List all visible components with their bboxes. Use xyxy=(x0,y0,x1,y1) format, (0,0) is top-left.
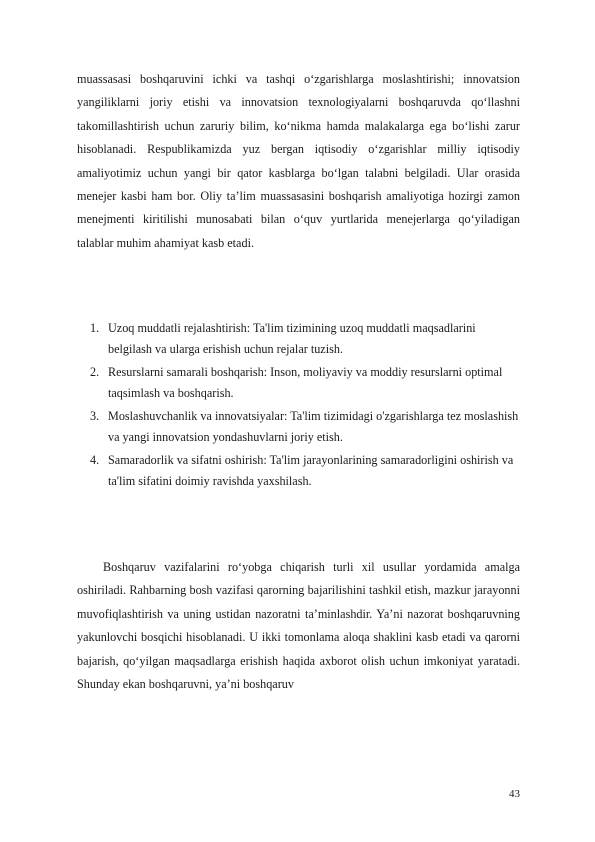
list-item xyxy=(90,406,520,448)
numbered-list xyxy=(90,318,520,494)
list-item-text: Samaradorlik va sifatni oshirish: Ta'lim jarayonlarining samaradorligini oshirish va ta'lim sifatini doimiy ravishda yaxshilash. xyxy=(108,453,514,488)
list-item xyxy=(90,318,520,360)
list-item-number: 1. xyxy=(90,321,100,335)
list-item-text: Resurslarni samarali boshqarish: Inson, moliyaviy va moddiy resurslarni optimal taqsimlash va boshqarish. xyxy=(108,365,503,400)
list-item-text: Moslashuvchanlik va innovatsiyalar: Ta'lim tizimidagi o'zgarishlarga tez moslashish va yangi innovatsion yondashuvlarni joriy etish. xyxy=(108,409,519,444)
list-item-text: Uzoq muddatli rejalashtirish: Ta'lim tizimining uzoq muddatli maqsadlarini belgilash va ularga erishish uchun rejalar tuzish. xyxy=(108,321,476,356)
list-item-number: 2. xyxy=(90,365,100,379)
list-item xyxy=(90,362,520,404)
body-paragraph-1: muassasasi boshqaruvini ichki va tashqi o‘zgarishlarga moslashtirishi; innovatsion yangiliklarni joriy etishi va innovatsion texnologiyalarni boshqaruvda qo‘llashni takomillashtirish uchun zaruriy bilim, ko‘nikma hamda malakalarga ega bo‘lishi zarur hisoblanadi. Respublikamizda yuz bergan iqtisodiy o‘zgarishlar milliy iqtisodiy amaliyotimiz uchun yangi bir qator kasblarga bo‘lgan talabni belgiladi. Ular orasida menejer kasbi ham bor. Oliy ta’lim muassasasini boshqarish amaliyotiga hozirgi zamon menejmenti kiritilishi munosabati bilan o‘quv yurtlarida menejerlarga qo‘yiladigan talablar muhim ahamiyat kasb etadi. xyxy=(77,72,520,250)
page-number: 43 xyxy=(509,788,520,800)
list-item-number: 3. xyxy=(90,409,100,423)
list-item-number: 4. xyxy=(90,453,100,467)
body-paragraph-2: Boshqaruv vazifalarini ro‘yobga chiqarish turli xil usullar yordamida amalga oshiriladi. Rahbarning bosh vazifasi qarorning bajarilishini tashkil etish, mazkur jarayonni muvofiqlashtirish va uning ustidan nazoratni ta’minlashdir. Ya’ni nazorat boshqaruvning yakunlovchi bosqichi hisoblanadi. U ikki tomonlama aloqa shaklini kasb etadi va qarorni bajarish, qo‘yilgan maqsadlarga erishish haqida axborot olish uchun imkoniyat yaratadi. Shunday ekan boshqaruvni, ya’ni boshqaruv xyxy=(77,560,520,692)
list-item xyxy=(90,450,520,492)
